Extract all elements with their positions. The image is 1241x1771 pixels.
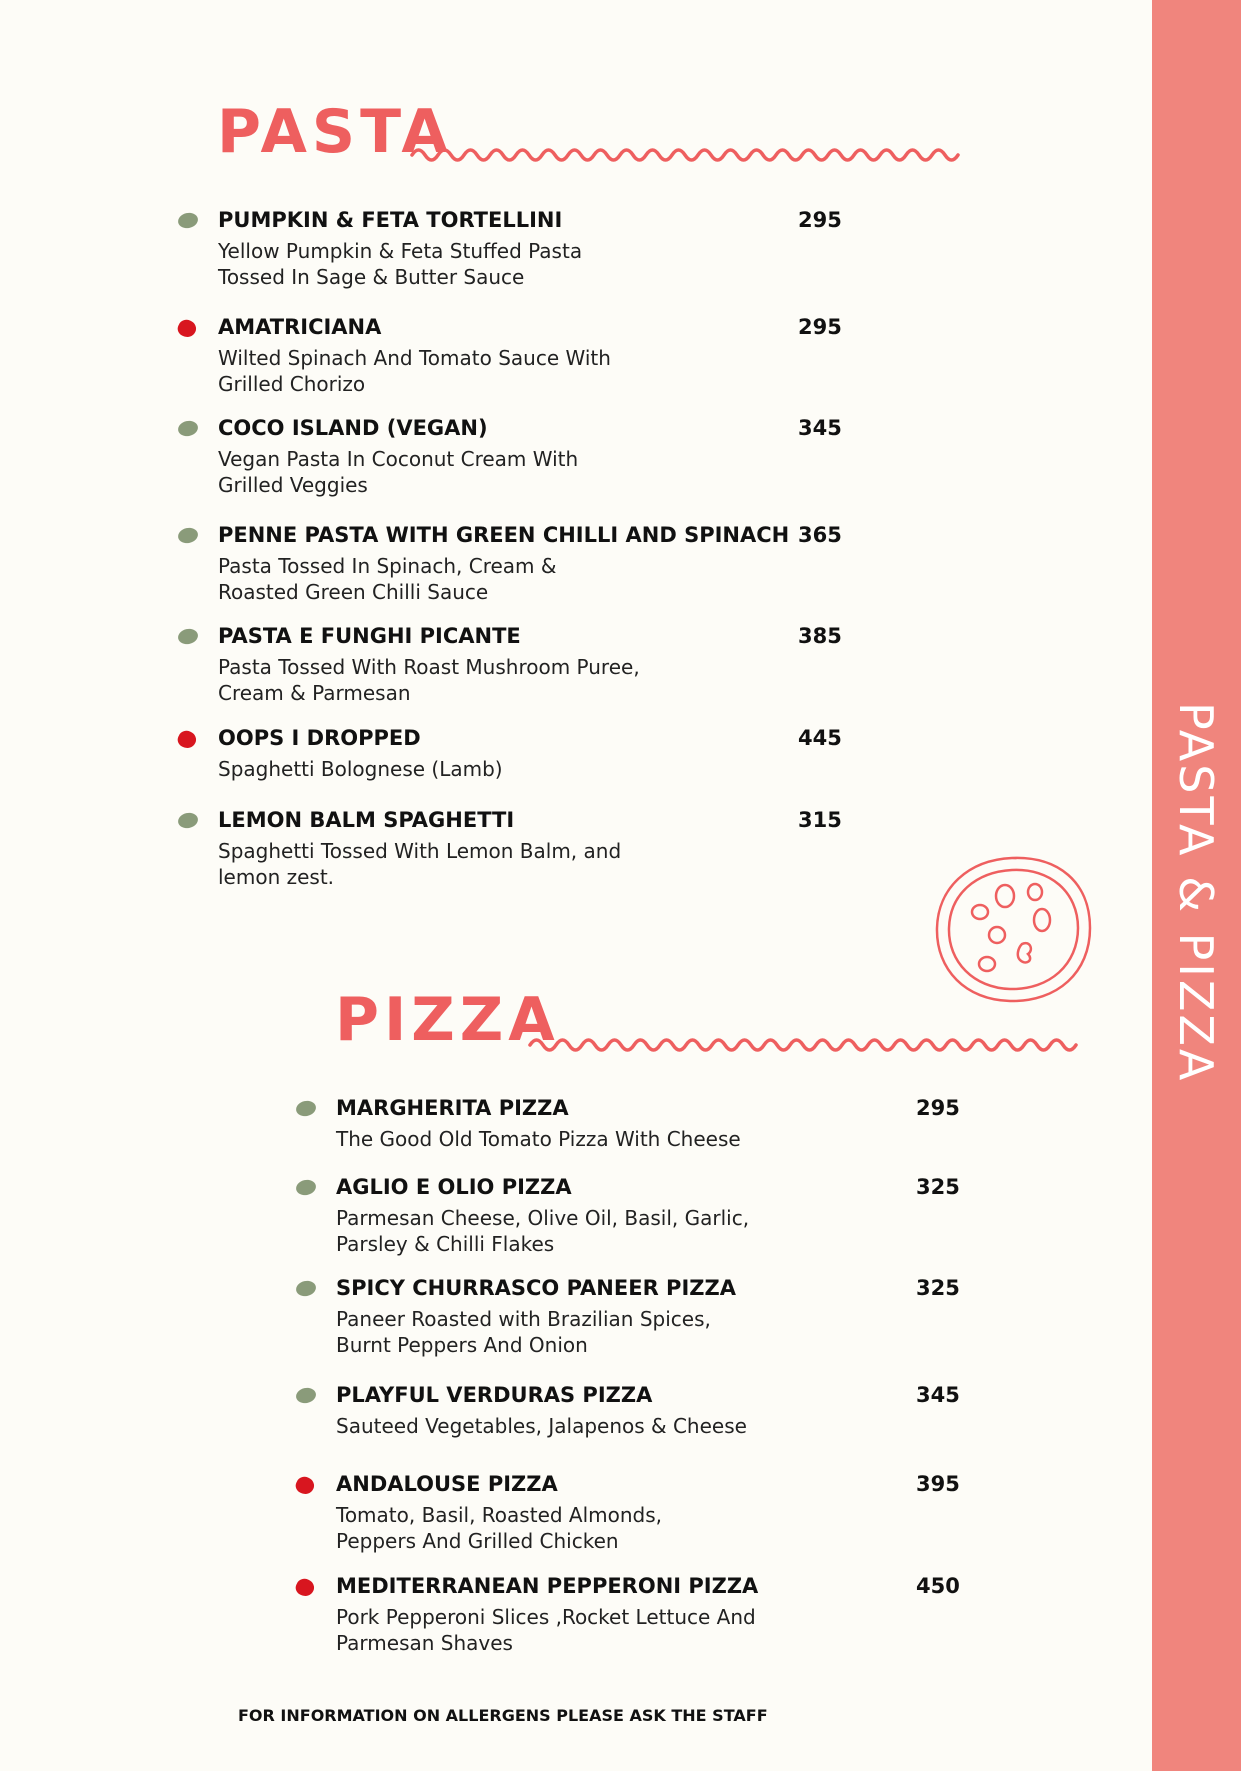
description-line: Wilted Spinach And Tomato Sauce With <box>218 346 611 370</box>
description-line: Parmesan Cheese, Olive Oil, Basil, Garlic, <box>336 1206 750 1230</box>
menu-item-price: 295 <box>798 315 842 339</box>
menu-item-description <box>336 1604 806 1656</box>
veg-marker-icon <box>177 419 200 438</box>
pasta-wave-decoration <box>410 140 965 170</box>
menu-item-description <box>336 1413 806 1439</box>
veg-marker-icon <box>295 1386 318 1405</box>
nonveg-marker-icon <box>175 728 198 751</box>
menu-item-price: 345 <box>798 416 842 440</box>
pizza-icon <box>930 852 1095 1007</box>
description-line: Roasted Green Chilli Sauce <box>218 580 489 604</box>
veg-marker-icon <box>177 211 200 230</box>
menu-item-price: 450 <box>916 1574 960 1598</box>
menu-item-price: 365 <box>798 523 842 547</box>
description-line: Paneer Roasted with Brazilian Spices, <box>336 1307 711 1331</box>
menu-item-description <box>336 1126 806 1152</box>
description-line: Sauteed Vegetables, Jalapenos & Cheese <box>336 1414 747 1438</box>
veg-marker-icon <box>295 1178 318 1197</box>
menu-item-description <box>218 654 688 706</box>
menu-item-name: MEDITERRANEAN PEPPERONI PIZZA <box>336 1574 759 1598</box>
menu-item-name: AGLIO E OLIO PIZZA <box>336 1175 572 1199</box>
menu-item-description <box>218 345 688 397</box>
description-line: Parmesan Shaves <box>336 1631 513 1655</box>
menu-item-price: 395 <box>916 1472 960 1496</box>
menu-item-name: ANDALOUSE PIZZA <box>336 1472 558 1496</box>
menu-item-description <box>218 238 688 290</box>
veg-marker-icon <box>177 627 200 646</box>
description-line: Pork Pepperoni Slices ,Rocket Lettuce And <box>336 1605 756 1629</box>
description-line: Spaghetti Bolognese (Lamb) <box>218 757 503 781</box>
menu-item-description <box>218 553 688 605</box>
description-line: Cream & Parmesan <box>218 681 411 705</box>
menu-item-name: MARGHERITA PIZZA <box>336 1096 569 1120</box>
menu-item-name: SPICY CHURRASCO PANEER PIZZA <box>336 1276 736 1300</box>
veg-marker-icon <box>177 811 200 830</box>
pizza-title: PIZZA <box>335 985 560 1055</box>
description-line: Vegan Pasta In Coconut Cream With <box>218 447 579 471</box>
menu-item-description <box>336 1306 806 1358</box>
description-line: Tomato, Basil, Roasted Almonds, <box>336 1503 663 1527</box>
nonveg-marker-icon <box>293 1474 316 1497</box>
nonveg-marker-icon <box>175 317 198 340</box>
menu-item-name: COCO ISLAND (VEGAN) <box>218 416 488 440</box>
menu-item-name: LEMON BALM SPAGHETTI <box>218 808 515 832</box>
menu-item-description <box>218 446 688 498</box>
description-line: Pasta Tossed In Spinach, Cream & <box>218 554 557 578</box>
menu-item-name: PENNE PASTA WITH GREEN CHILLI AND SPINACH <box>218 523 790 547</box>
menu-item-name: PASTA E FUNGHI PICANTE <box>218 624 521 648</box>
pasta-title: PASTA <box>217 97 453 167</box>
pizza-wave-decoration <box>528 1030 1083 1060</box>
description-line: Tossed In Sage & Butter Sauce <box>218 265 525 289</box>
menu-item-description <box>336 1502 806 1554</box>
nonveg-marker-icon <box>293 1576 316 1599</box>
menu-item-description <box>218 756 688 782</box>
menu-item-name: AMATRICIANA <box>218 315 382 339</box>
description-line: Burnt Peppers And Onion <box>336 1333 588 1357</box>
description-line: Peppers And Grilled Chicken <box>336 1529 619 1553</box>
allergen-note: FOR INFORMATION ON ALLERGENS PLEASE ASK THE STAFF <box>238 1706 768 1725</box>
menu-item-name: PLAYFUL VERDURAS PIZZA <box>336 1383 653 1407</box>
menu-item-price: 325 <box>916 1276 960 1300</box>
menu-item-price: 295 <box>798 208 842 232</box>
description-line: Spaghetti Tossed With Lemon Balm, and <box>218 839 622 863</box>
veg-marker-icon <box>177 526 200 545</box>
menu-item-price: 295 <box>916 1096 960 1120</box>
menu-item-name: OOPS I DROPPED <box>218 726 421 750</box>
menu-item-description <box>218 838 688 890</box>
veg-marker-icon <box>295 1099 318 1118</box>
veg-marker-icon <box>295 1279 318 1298</box>
description-line: Parsley & Chilli Flakes <box>336 1232 555 1256</box>
menu-item-price: 445 <box>798 726 842 750</box>
menu-item-price: 315 <box>798 808 842 832</box>
menu-item-name: PUMPKIN & FETA TORTELLINI <box>218 208 563 232</box>
menu-item-description <box>336 1205 806 1257</box>
description-line: Yellow Pumpkin & Feta Stuffed Pasta <box>218 239 583 263</box>
sidebar-label: PASTA & PIZZA <box>1169 702 1223 1084</box>
description-line: Grilled Veggies <box>218 473 368 497</box>
description-line: The Good Old Tomato Pizza With Cheese <box>336 1127 741 1151</box>
description-line: Pasta Tossed With Roast Mushroom Puree, <box>218 655 640 679</box>
description-line: lemon zest. <box>218 865 335 889</box>
menu-item-price: 325 <box>916 1175 960 1199</box>
menu-item-price: 345 <box>916 1383 960 1407</box>
description-line: Grilled Chorizo <box>218 372 366 396</box>
menu-item-price: 385 <box>798 624 842 648</box>
